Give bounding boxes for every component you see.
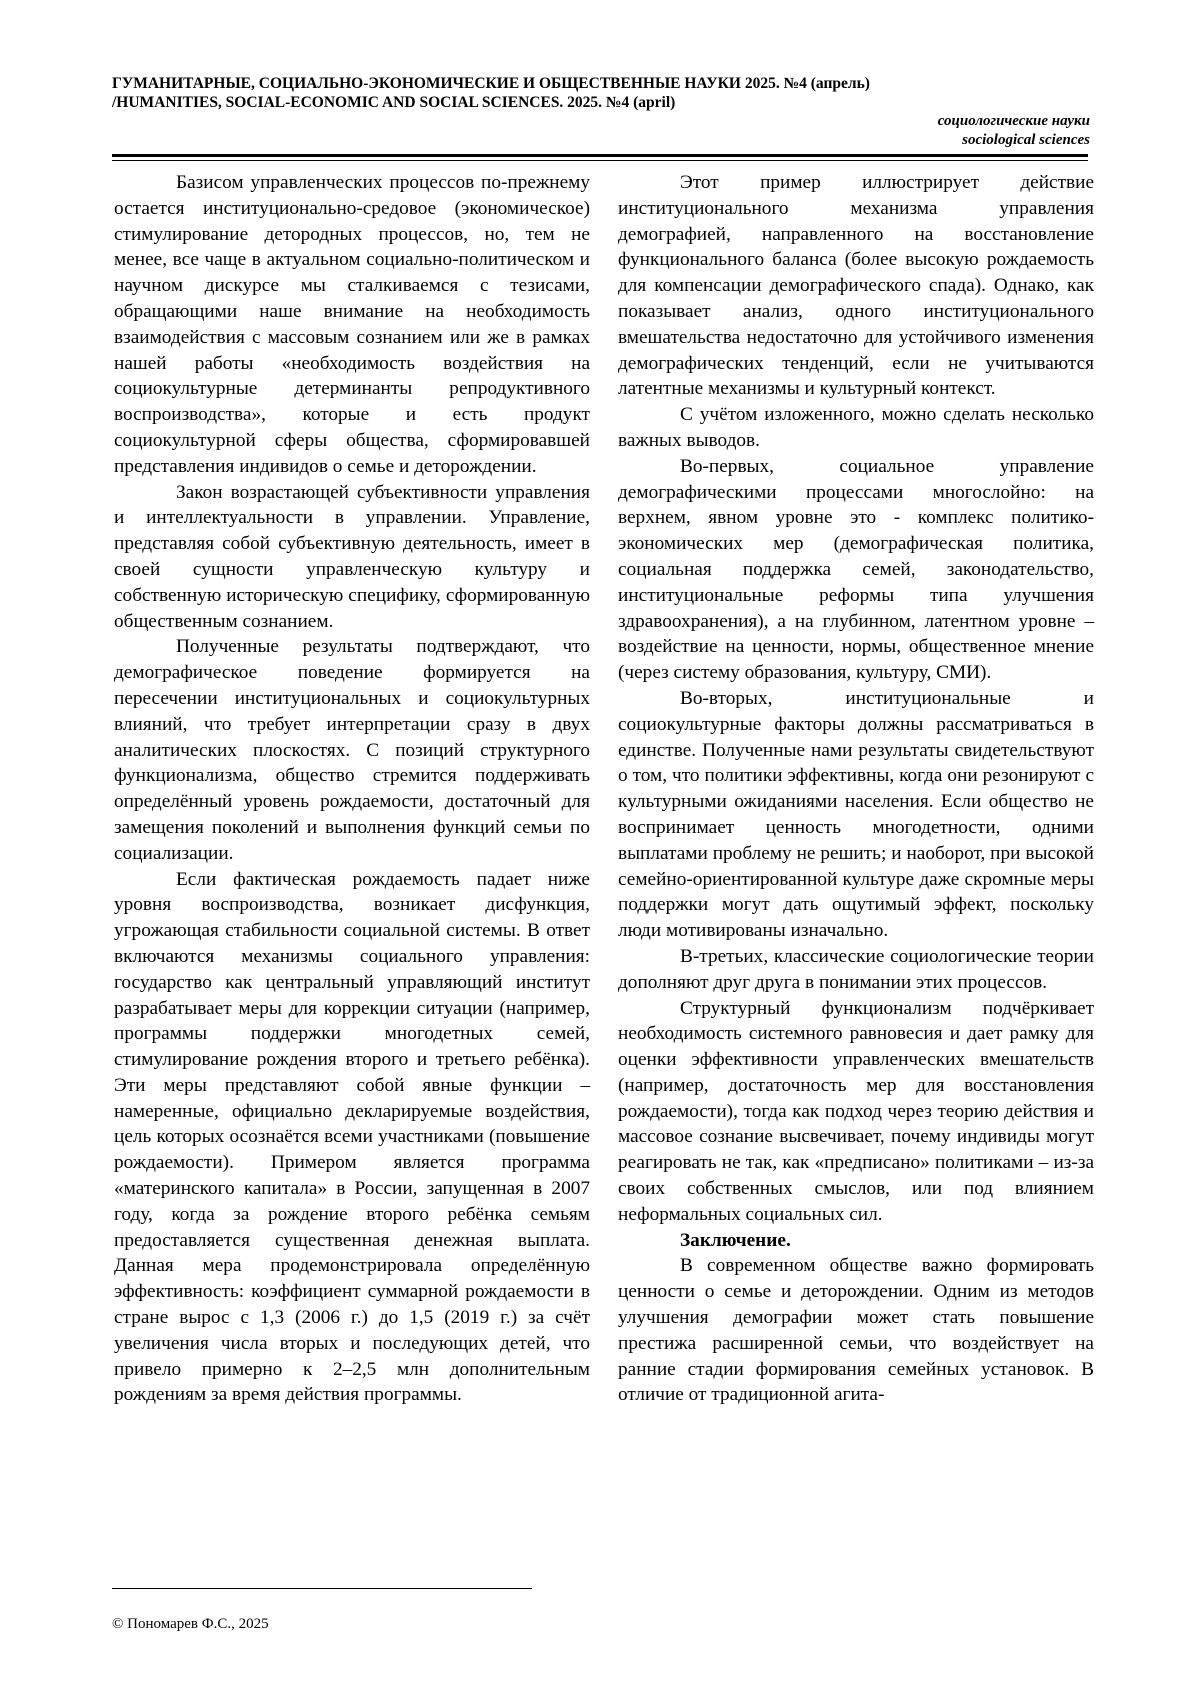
paragraph: Структурный функционализм подчёркивает необходимость системного равновесия и дает рамку для оценки эффективности управленческих вмешательств (например, достаточность мер для восстановления рождаемости), тогда как подход через теорию действия и массовое сознание высвечивает, почему индивиды могут реагировать не так, как «предписано» политиками – из-за своих собственных смыслов, или под влиянием неформальных социальных сил. [618,997,1094,1225]
paragraph: Базисом управленческих процессов по-прежнему остается институционально-средовое (экономическое) стимулирование детородных процессов, но, тем не менее, все чаще в актуальном социально-политическом и научном дискурсе мы сталкиваемся с тезисами, обращающими наше внимание на необходимость взаимодействия с массовым сознанием или же в рамках нашей работы «необходимость воздействия на социокультурные детерминанты репродуктивного воспроизводства», которые и есть продукт социокультурной сферы общества, сформировавшей представления индивидов о семье и деторождении. [114,172,590,477]
journal-header [112,74,1112,112]
paragraph: Полученные результаты подтверждают, что демографическое поведение формируется на пересечении институциональных и социокультурных влияний, что требует интерпретации сразу в двух аналитических плоскостях. С позиций структурного функционализма, общество стремится поддерживать определённый уровень рождаемости, достаточный для замещения поколений и выполнения функций семьи по социализации. [114,636,590,864]
paragraph: Во-первых, социальное управление демографическими процессами многослойно: на верхнем, явном уровне это - комплекс политико-экономических мер (демографическая политика, социальная поддержка семей, законодательство, институциональные реформы типа улучшения здравоохранения), а на глубинном, латентном уровне – воздействие на ценности, нормы, общественное мнение (через систему образования, культуру, СМИ). [618,455,1094,684]
left-column [114,170,590,1408]
journal-title-en: /HUMANITIES, SOCIAL-ECONOMIC AND SOCIAL SCIENCES. 2025. №4 (april) [112,94,676,111]
section-label [938,112,1090,150]
paragraph: Этот пример иллюстрирует действие институционального механизма управления демографией, направленного на восстановление функционального баланса (более высокую рождаемость для компенсации демографического спада). Однако, как показывает анализ, одного институционального вмешательства недостаточно для устойчивого изменения демографических тенденций, если не учитываются латентные механизмы и культурный контекст. [618,172,1094,400]
paragraph: В современном обществе важно формировать ценности о семье и деторождении. Одним из методов улучшения демографии может стать повышение престижа расширенной семьи, что воздействует на ранние стадии формирования семейных установок. В отличие от традиционной агита- [618,1255,1094,1406]
header-rule-thin [112,160,1088,161]
section-label-ru: социологические науки [937,113,1090,129]
paragraph: Во-вторых, институциональные и социокультурные факторы должны рассматриваться в единстве. Полученные нами результаты свидетельствуют о том, что политики эффективны, когда они резонируют с культурными ожиданиями населения. Если общество не воспринимает ценность многодетности, одними выплатами проблему не решить; и наоборот, при высокой семейно-ориентированной культуре даже скромные меры поддержки могут дать ощутимый эффект, поскольку люди мотивированы изначально. [618,687,1094,942]
footnote-separator [112,1588,532,1589]
paragraph: С учётом изложенного, можно сделать несколько важных выводов. [618,404,1094,451]
paragraph: Если фактическая рождаемость падает ниже уровня воспроизводства, возникает дисфункция, угрожающая стабильности социальной системы. В ответ включаются механизмы социального управления: государство как центральный управляющий институт разрабатывает меры для коррекции ситуации (например, программы поддержки многодетных семей, стимулирование рождения второго и третьего ребёнка). Эти меры представляют собой явные функции – намеренные, официально декларируемые воздействия, цель которых осознаётся всеми участниками (повышение рождаемости). Примером является программа «материнского капитала» в России, запущенная в 2007 году, когда за рождение второго ребёнка семьям предоставляется существенная денежная выплата. Данная мера продемонстрировала определённую эффективность: коэффициент суммарной рождаемости в стране вырос с 1,3 (2006 г.) до 1,5 (2019 г.) за счёт увеличения числа вторых и последующих детей, что привело примерно к 2–2,5 млн дополнительным рождениям за время действия программы. [114,868,590,1406]
paragraph: Закон возрастающей субъективности управления и интеллектуальности в управлении. Управление, представляя собой субъективную деятельность, имеет в своей сущности управленческую культуру и собственную историческую специфику, сформированную общественным сознанием. [114,481,590,632]
copyright-footnote: © Пономарев Ф.С., 2025 [112,1616,269,1632]
right-column [618,170,1094,1408]
paragraph: В-третьих, классические социологические теории дополняют друг друга в понимании этих процессов. [618,945,1094,993]
section-label-en: sociological sciences [962,132,1090,148]
journal-title-ru: ГУМАНИТАРНЫЕ, СОЦИАЛЬНО-ЭКОНОМИЧЕСКИЕ И ОБЩЕСТВЕННЫЕ НАУКИ 2025. №4 (апрель) [112,75,870,92]
conclusion-heading: Заключение. [680,1229,791,1251]
header-rule-thick [112,154,1088,157]
